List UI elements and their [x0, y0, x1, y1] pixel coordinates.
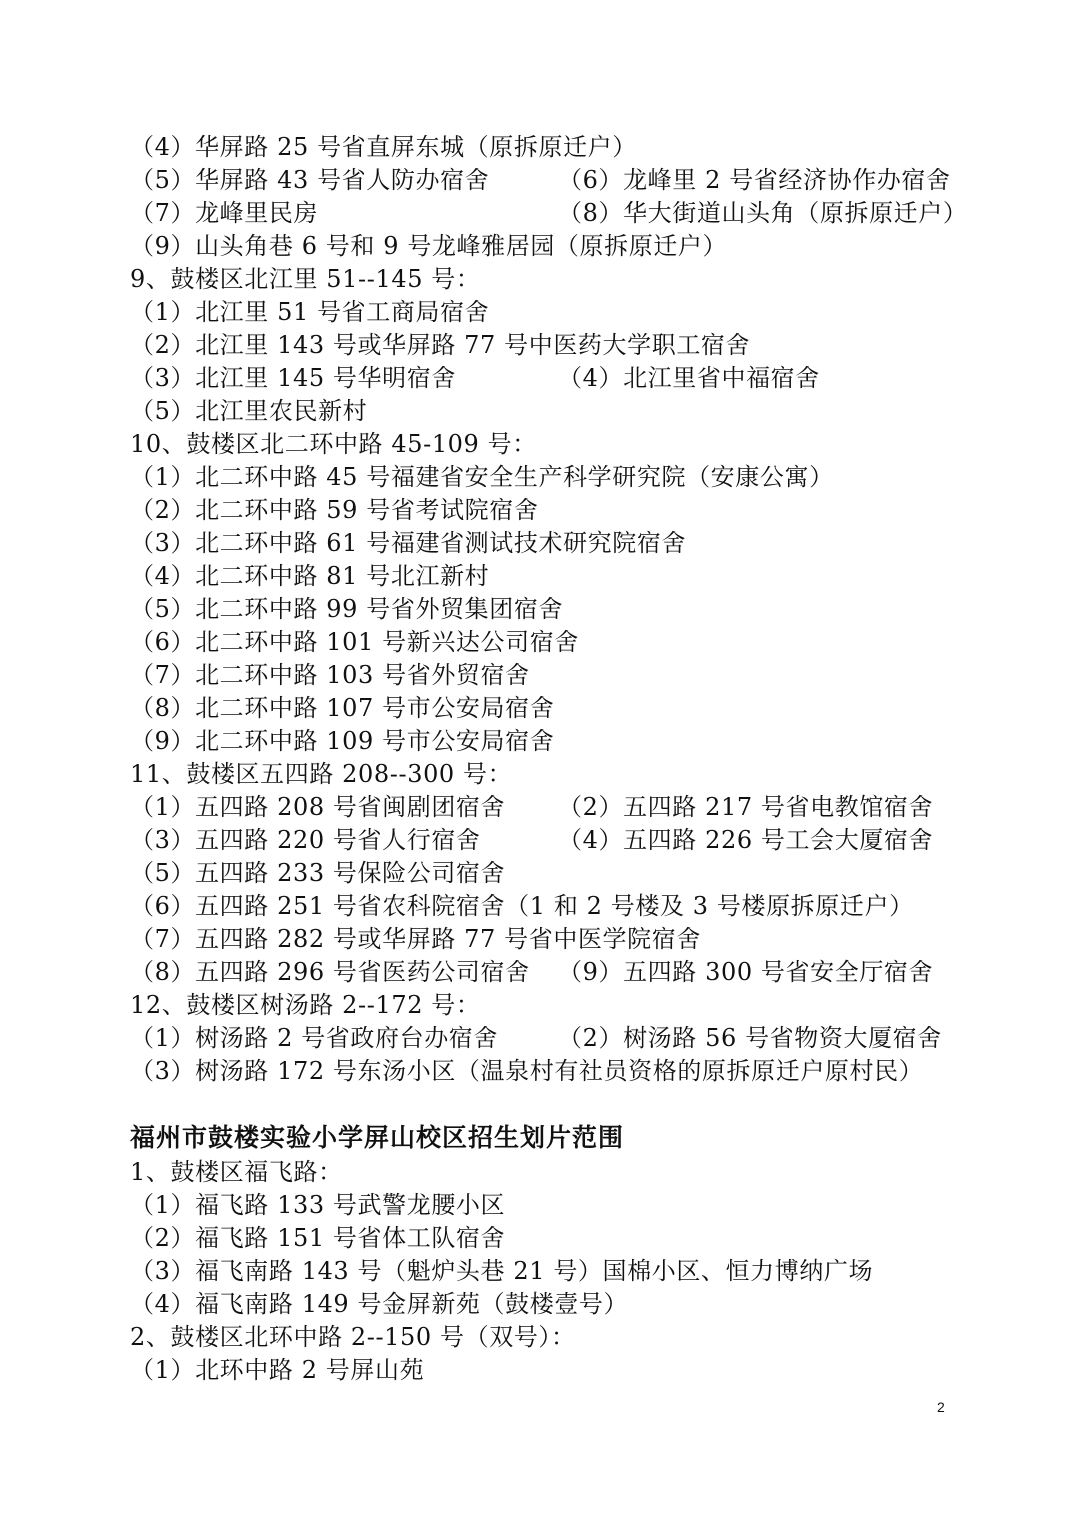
- list-line: （4）北二环中路 81 号北江新村: [130, 562, 490, 590]
- section-title: 10、鼓楼区北二环中路 45-109 号：: [130, 430, 537, 458]
- list-line: （4）华屏路 25 号省直屏东城（原拆原迁户）: [130, 133, 637, 161]
- list-line: （5）北二环中路 99 号省外贸集团宿舍: [130, 595, 564, 623]
- list-line: （4）福飞南路 149 号金屏新苑（鼓楼壹号）: [130, 1290, 629, 1318]
- list-line: （5）北江里农民新村: [130, 397, 368, 425]
- list-line: （1）福飞路 133 号武警龙腰小区: [130, 1191, 506, 1219]
- list-line: （3）北江里 145 号华明宿舍 （4）北江里省中福宿舍: [130, 364, 820, 392]
- list-line: （7）五四路 282 号或华屏路 77 号省中医学院宿舍: [130, 925, 701, 953]
- list-line: （9）山头角巷 6 号和 9 号龙峰雅居园（原拆原迁户）: [130, 232, 728, 260]
- list-line: （3）北二环中路 61 号福建省测试技术研究院宿舍: [130, 529, 687, 557]
- list-line: （1）北江里 51 号省工商局宿舍: [130, 298, 490, 326]
- list-line: （3）树汤路 172 号东汤小区（温泉村有社员资格的原拆原迁户原村民）: [130, 1057, 924, 1085]
- list-line: （1）北环中路 2 号屏山苑: [130, 1356, 425, 1384]
- section-title: 9、鼓楼区北江里 51--145 号：: [130, 265, 481, 293]
- list-line: （2）北二环中路 59 号省考试院宿舍: [130, 496, 539, 524]
- list-line: （7）北二环中路 103 号省外贸宿舍: [130, 661, 530, 689]
- section-title: 12、鼓楼区树汤路 2--172 号：: [130, 991, 481, 1019]
- list-line: （5）华屏路 43 号省人防办宿舍 （6）龙峰里 2 号省经济协作办宿舍: [130, 166, 951, 194]
- page-number: 2: [937, 1399, 945, 1415]
- list-line: （9）北二环中路 109 号市公安局宿舍: [130, 727, 555, 755]
- page-heading: 福州市鼓楼实验小学屏山校区招生划片范围: [130, 1123, 625, 1152]
- section-title: 1、鼓楼区福飞路：: [130, 1158, 343, 1186]
- list-line: （1）树汤路 2 号省政府台办宿舍 （2）树汤路 56 号省物资大厦宿舍: [130, 1024, 942, 1052]
- list-line: （6）五四路 251 号省农科院宿舍（1 和 2 号楼及 3 号楼原拆原迁户）: [130, 892, 914, 920]
- list-line: （1）北二环中路 45 号福建省安全生产科学研究院（安康公寓）: [130, 463, 834, 491]
- section-title: 2、鼓楼区北环中路 2--150 号（双号）：: [130, 1323, 576, 1351]
- list-line: （2）福飞路 151 号省体工队宿舍: [130, 1224, 506, 1252]
- list-line: （5）五四路 233 号保险公司宿舍: [130, 859, 506, 887]
- list-line: （8）五四路 296 号省医药公司宿舍 （9）五四路 300 号省安全厅宿舍: [130, 958, 934, 986]
- section-title: 11、鼓楼区五四路 208--300 号：: [130, 760, 513, 788]
- list-line: （2）北江里 143 号或华屏路 77 号中医药大学职工宿舍: [130, 331, 751, 359]
- list-line: （3）五四路 220 号省人行宿舍 （4）五四路 226 号工会大厦宿舍: [130, 826, 934, 854]
- list-line: （8）北二环中路 107 号市公安局宿舍: [130, 694, 555, 722]
- list-line: （6）北二环中路 101 号新兴达公司宿舍: [130, 628, 579, 656]
- list-line: （3）福飞南路 143 号（魁炉头巷 21 号）国棉小区、恒力博纳广场: [130, 1257, 874, 1285]
- list-line: （1）五四路 208 号省闽剧团宿舍 （2）五四路 217 号省电教馆宿舍: [130, 793, 934, 821]
- list-line: （7）龙峰里民房 （8）华大街道山头角（原拆原迁户）: [130, 199, 968, 227]
